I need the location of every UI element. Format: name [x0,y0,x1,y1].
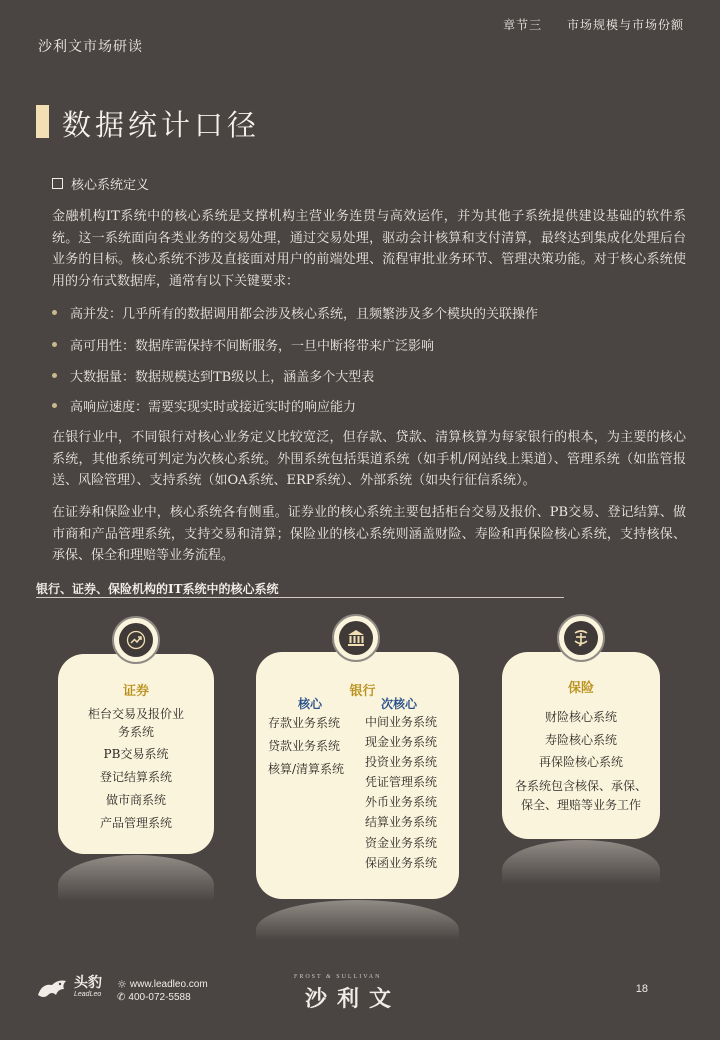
partner-cn: 沙利文 [305,987,402,1012]
securities-icon-badge [112,616,160,664]
securities-insurance-paragraph: 在证券和保险业中，核心系统各有侧重。证券业的核心系统主要包括柜台交易及报价、PB交易、登记结算、做市商和产品管理系统，支持交易和清算；保险业的核心系统则涵盖财险、寿险和再保险核心系统，支持核保、承保、保全和理赔等业务流程。 [52,505,686,563]
list-item: 寿险核心系统 [544,732,617,747]
list-item: 柜台交易及报价业 [87,707,184,721]
list-item: 资金业务系统 [365,835,438,850]
list-item: 保函业务系统 [365,855,438,870]
title-accent-bar [36,105,49,138]
list-item: 再保险核心系统 [538,755,623,770]
securities-title: 证券 [122,684,149,699]
footer-logo [36,975,102,1003]
list-item: 核算/清算系统 [268,762,345,776]
insurance-icon-badge [557,614,605,662]
phone-icon: ✆ [117,992,126,1003]
subhead-text: 核心系统定义 [71,178,150,193]
section-label: 市场规模与市场份额 [566,18,684,32]
list-item: 做市商系统 [105,792,166,807]
note-line: 各系统包含核保、承保、 [514,779,647,794]
bullet-text: 大数据量：数据规模达到TB级以上，涵盖多个大型表 [70,370,375,385]
list-item: 凭证管理系统 [365,775,438,790]
list-item: 外币业务系统 [365,795,438,810]
list-item: PB交易系统 [103,747,169,762]
bullet-icon [52,373,57,378]
insurance-title: 保险 [567,681,594,696]
bullet-text: 高可用性：数据库需保持不间断服务，一旦中断将带来广泛影响 [70,339,435,354]
secondary-core-title: 次核心 [381,697,418,711]
insurance-note [502,777,660,815]
brand-title: 沙利文市场研读 [38,39,143,55]
list-item: 登记结算系统 [99,770,172,785]
intro-paragraph: 金融机构IT系统中的核心系统是支撑机构主营业务连贯与高效运作，并为其他子系统提供建设基础的软件系统。这一系统面向各类业务的交易处理，通过交易处理，驱动会计核算和支付清算，最终达到集成化处理后台业务的目标。核心系统不涉及直接面对用户的前端处理、流程审批业务环节、管理决策功能。对于核心系统使用的分布式数据库，通常有以下关键要求： [52,209,686,289]
securities-card [58,654,214,854]
bullet-item [52,396,356,415]
bullet-item [52,303,538,322]
bullet-item [52,335,434,354]
bullet-icon [52,342,57,347]
bullet-icon [52,403,57,408]
bullet-text: 高响应速度：需要实现实时或接近实时的响应能力 [70,400,357,415]
section-subhead [52,174,149,193]
insurance-list [502,706,660,774]
caption-divider [36,597,564,598]
globe-icon: ☼ [117,978,127,991]
list-item: 现金业务系统 [365,735,438,750]
chapter-label: 章节三 [503,18,543,32]
bullet-text: 高并发：几乎所有的数据调用都会涉及核心系统，且频繁涉及多个模块的关联操作 [70,307,539,322]
banking-paragraph: 在银行业中，不同银行对核心业务定义比较宽泛，但存款、贷款、清算核算为每家银行的根本，为主要的核心系统，其他系统可判定为次核心系统。外围系统包括渠道系统（如手机/网站线上渠道）、管理系统（如监管报送、风险管理）、支持系统（如OA系统、ERP系统）、外部系统（如央行征信系统）。 [52,430,686,488]
bank-title: 银行 [349,684,376,699]
core-list [268,712,344,781]
bank-icon [345,627,367,649]
logo-en: LeadLeo [74,991,102,998]
card-reflection [502,840,660,884]
shield-icon [570,627,592,649]
leopard-logo-icon [36,975,70,1003]
list-item: 务系统 [117,724,154,739]
page-number: 18 [635,983,648,995]
bank-icon-badge [332,614,380,662]
list-item: 产品管理系统 [99,815,172,830]
chapter-header [483,16,684,33]
list-item: 中间业务系统 [365,715,438,729]
trend-up-icon [126,630,146,650]
logo-name: 头豹 [74,975,102,991]
securities-list [58,703,214,834]
note-line: 保全、理赔等业务工作 [520,798,641,813]
list-item: 投资业务系统 [365,755,438,770]
bank-card [256,652,459,899]
checkbox-icon [52,178,63,189]
card-reflection [256,900,459,940]
bullet-icon [52,310,57,315]
figure-caption: 银行、证券、保险机构的IT系统中的核心系统 [36,582,279,596]
core-title: 核心 [298,697,323,711]
bullet-item [52,366,374,385]
card-reflection [58,855,214,901]
insurance-card [502,652,660,839]
secondary-core-list [365,712,437,873]
partner-en: FROST & SULLIVAN [294,974,382,980]
footer-contact [117,978,208,1003]
page-title: 数据统计口径 [62,108,261,142]
list-item: 结算业务系统 [365,815,438,830]
phone-number: 400-072-5588 [128,992,191,1003]
list-item: 贷款业务系统 [268,739,341,753]
list-item: 存款业务系统 [268,716,341,730]
list-item: 财险核心系统 [544,710,617,724]
website-link[interactable]: www.leadleo.com [129,979,208,990]
